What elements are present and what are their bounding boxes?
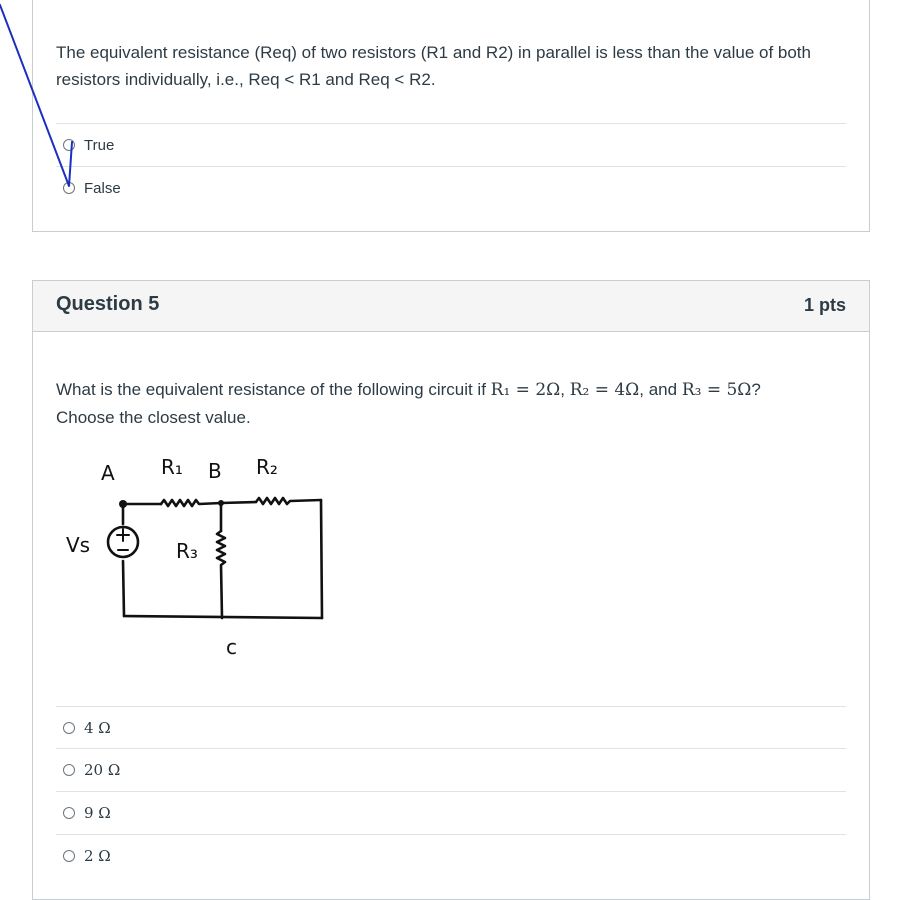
vs-label: Vs	[66, 533, 91, 557]
wire	[123, 561, 124, 616]
radio-button[interactable]	[63, 182, 75, 194]
question-mark: ?	[751, 380, 761, 399]
separator: ,	[560, 380, 570, 399]
r2-equation: R₂ = 4Ω	[569, 380, 640, 400]
question-4-answers	[56, 123, 846, 209]
r3-label: R₃	[176, 539, 198, 563]
r1-equation: R₁ = 2Ω	[490, 380, 561, 400]
circuit-diagram	[61, 446, 371, 666]
wire	[221, 502, 256, 503]
node-b-dot	[218, 500, 224, 506]
resistor-r1-symbol	[161, 500, 221, 506]
question-text-line2: Choose the closest value.	[56, 408, 251, 427]
answer-label: 20 Ω	[84, 761, 121, 779]
wire	[321, 500, 322, 618]
question-5-card	[32, 280, 870, 900]
separator: , and	[639, 380, 682, 399]
answer-label: 2 Ω	[84, 847, 111, 865]
radio-button[interactable]	[63, 850, 75, 862]
r1-label: R₁	[161, 455, 183, 479]
r2-label: R₂	[256, 455, 278, 479]
r3-equation: R₃ = 5Ω	[681, 380, 752, 400]
question-5-text	[56, 376, 846, 431]
answer-label: 9 Ω	[84, 804, 111, 822]
node-b-label: B	[208, 459, 222, 483]
question-4-card	[32, 0, 870, 232]
radio-button[interactable]	[63, 764, 75, 776]
radio-button[interactable]	[63, 807, 75, 819]
question-points: 1 pts	[803, 295, 846, 315]
answer-option-true[interactable]	[56, 123, 846, 166]
node-a-label: A	[101, 461, 115, 485]
resistor-r2-symbol	[256, 498, 321, 504]
node-c-label: c	[226, 635, 237, 659]
question-header	[33, 281, 869, 332]
answer-option-4-ohm[interactable]	[56, 706, 846, 748]
answer-option-20-ohm[interactable]	[56, 748, 846, 791]
answer-label: True	[84, 136, 115, 154]
node-a-dot	[119, 500, 127, 508]
answer-option-false[interactable]	[56, 166, 846, 209]
answer-label: 4 Ω	[84, 718, 111, 737]
question-4-text: The equivalent resistance (Req) of two resistors (R1 and R2) in parallel is less than the value of both resistors individually, i.e., Req < R1 and Req < R2.	[56, 43, 811, 89]
question-title: Question 5	[56, 293, 160, 315]
radio-button[interactable]	[63, 139, 75, 151]
answer-option-2-ohm[interactable]	[56, 834, 846, 877]
question-text-intro: What is the equivalent resistance of the following circuit if	[56, 380, 491, 399]
answer-label: False	[84, 179, 121, 197]
answer-option-9-ohm[interactable]	[56, 791, 846, 834]
question-5-answers	[56, 706, 846, 877]
resistor-r3-symbol	[217, 531, 225, 618]
radio-button[interactable]	[63, 722, 75, 734]
